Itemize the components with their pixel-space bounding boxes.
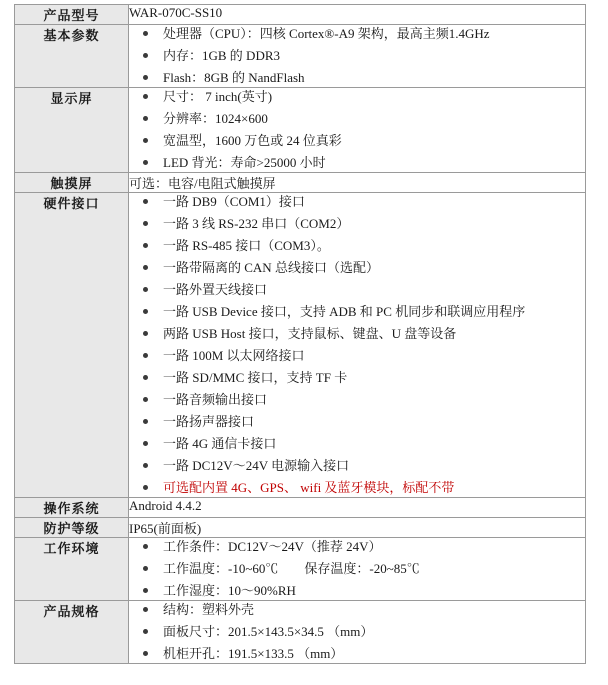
row-label-product-model: 产品型号 (15, 5, 129, 25)
row-value-product-model: WAR-070C-SS10 (129, 5, 586, 25)
table-row (15, 173, 586, 193)
row-value-product-dimensions (129, 601, 586, 664)
list-item: 一路 4G 通信卡接口 (129, 435, 585, 452)
list-item: 一路 RS-485 接口（COM3）。 (129, 237, 585, 254)
list-item: 一路 100M 以太网络接口 (129, 347, 585, 364)
list-item: LED 背光：寿命>25000 小时 (129, 154, 585, 171)
row-label-hardware-interfaces: 硬件接口 (15, 193, 129, 498)
row-label-display: 显示屏 (15, 88, 129, 173)
row-label-working-environment: 工作环境 (15, 538, 129, 601)
product-dimensions-list (129, 601, 585, 662)
row-value-basic-params (129, 25, 586, 88)
list-item: 一路音频输出接口 (129, 391, 585, 408)
basic-params-list (129, 25, 585, 86)
list-item: 结构：塑料外壳 (129, 601, 585, 618)
list-item: 一路带隔离的 CAN 总线接口（选配） (129, 259, 585, 276)
product-spec-table (14, 4, 586, 664)
list-item: 工作湿度：10～90%RH (129, 582, 585, 599)
list-item: 一路外置天线接口 (129, 281, 585, 298)
list-item: 一路扬声器接口 (129, 413, 585, 430)
spec-table-body (15, 5, 586, 664)
list-item: 处理器（CPU）：四核 Cortex®-A9 架构，最高主频1.4GHz (129, 25, 585, 42)
list-item: 内存：1GB 的 DDR3 (129, 47, 585, 64)
row-value-protection-level: IP65(前面板) (129, 518, 586, 538)
hardware-interfaces-list (129, 193, 585, 496)
row-value-display (129, 88, 586, 173)
table-row (15, 518, 586, 538)
row-label-touchscreen: 触摸屏 (15, 173, 129, 193)
row-value-os: Android 4.4.2 (129, 498, 586, 518)
list-item: 尺寸： 7 inch(英寸) (129, 88, 585, 105)
list-item: 宽温型，1600 万色或 24 位真彩 (129, 132, 585, 149)
list-item-optional-modules: 可选配内置 4G、GPS、 wifi 及蓝牙模块，标配不带 (129, 479, 585, 496)
row-label-protection-level: 防护等级 (15, 518, 129, 538)
list-item: 分辨率：1024×600 (129, 110, 585, 127)
row-value-working-environment (129, 538, 586, 601)
list-item: 一路 SD/MMC 接口，支持 TF 卡 (129, 369, 585, 386)
working-environment-list (129, 538, 585, 599)
table-row (15, 25, 586, 88)
row-label-os: 操作系统 (15, 498, 129, 518)
table-row (15, 88, 586, 173)
table-row (15, 5, 586, 25)
table-row (15, 601, 586, 664)
list-item: 工作温度：-10~60℃ 保存温度：-20~85℃ (129, 560, 585, 577)
table-row (15, 498, 586, 518)
list-item: 一路 DB9（COM1）接口 (129, 193, 585, 210)
list-item: 工作条件：DC12V～24V（推荐 24V） (129, 538, 585, 555)
row-label-product-dimensions: 产品规格 (15, 601, 129, 664)
list-item: 一路 3 线 RS-232 串口（COM2） (129, 215, 585, 232)
list-item: 一路 DC12V～24V 电源输入接口 (129, 457, 585, 474)
list-item: Flash：8GB 的 NandFlash (129, 69, 585, 86)
list-item: 机柜开孔：191.5×133.5 （mm） (129, 645, 585, 662)
row-label-basic-params: 基本参数 (15, 25, 129, 88)
table-row (15, 193, 586, 498)
display-list (129, 88, 585, 171)
row-value-hardware-interfaces (129, 193, 586, 498)
table-row (15, 538, 586, 601)
row-value-touchscreen: 可选：电容/电阻式触摸屏 (129, 173, 586, 193)
list-item: 一路 USB Device 接口，支持 ADB 和 PC 机同步和联调应用程序 (129, 303, 585, 320)
list-item: 两路 USB Host 接口，支持鼠标、键盘、U 盘等设备 (129, 325, 585, 342)
list-item: 面板尺寸：201.5×143.5×34.5 （mm） (129, 623, 585, 640)
